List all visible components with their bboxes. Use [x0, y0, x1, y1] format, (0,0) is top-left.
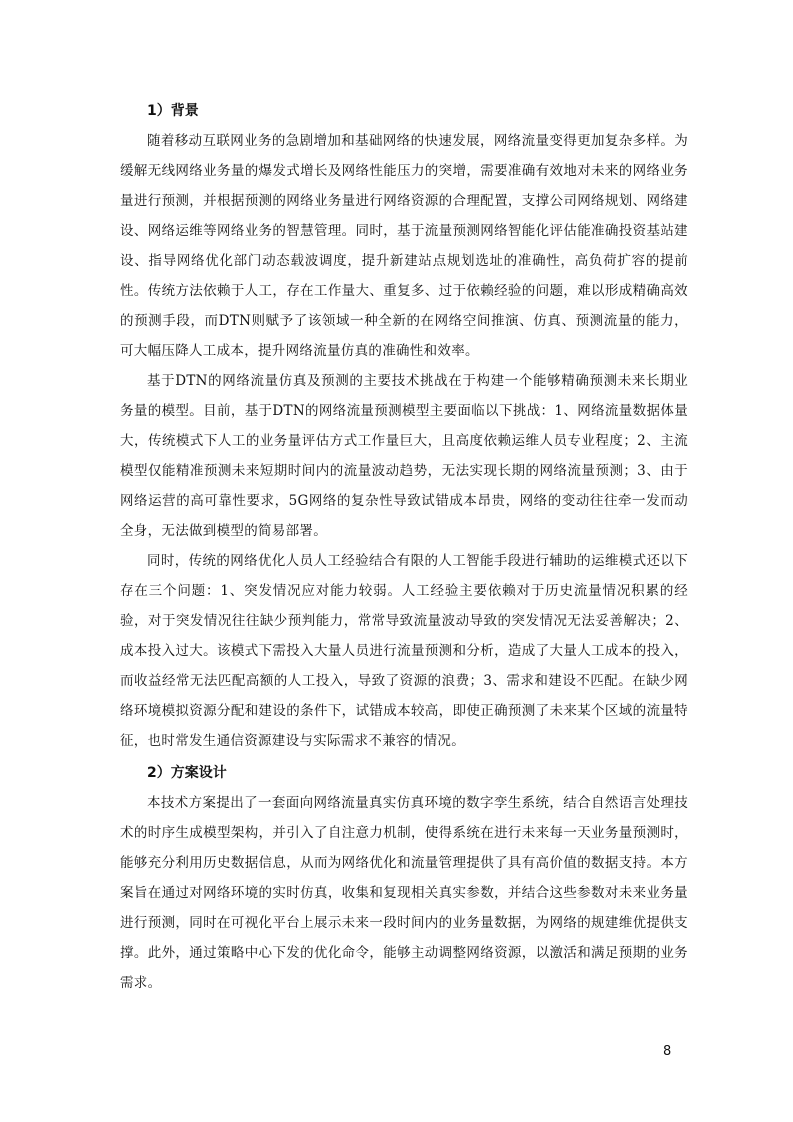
paragraph-background-1: 随着移动互联网业务的急剧增加和基础网络的快速发展，网络流量变得更加复杂多样。为缓解无线网络业务量的爆发式增长及网络性能压力的突增，需要准确有效地对未来的网络业务量进行预测，并根据预测的网络业务量进行网络资源的合理配置，支撑公司网络规划、网络建设、网络运维等网络业务的智慧管理。同时，基于流量预测网络智能化评估能准确投资基站建设、指导网络优化部门动态载波调度，提升新建站点规划选址的准确性，高负荷扩容的提前性。传统方法依赖于人工，存在工作量大、重复多、过于依赖经验的问题，难以形成精确高效的预测手段，而DTN则赋予了该领域一种全新的在网络空间推演、仿真、预测流量的能力，可大幅压降人工成本，提升网络流量仿真的准确性和效率。 — [120, 133, 688, 359]
page-number: 8 — [663, 1044, 672, 1059]
page-content — [120, 96, 688, 998]
section-heading-design: 2）方案设计 — [147, 765, 227, 781]
paragraph-design-1: 本技术方案提出了一套面向网络流量真实仿真环境的数字孪生系统，结合自然语言处理技术的时序生成模型架构，并引入了自注意力机制，使得系统在进行未来每一天业务量预测时，能够充分利用历史数据信息，从而为网络优化和流量管理提供了具有高价值的数据支持。本方案旨在通过对网络环境的实时仿真，收集和复现相关真实参数，并结合这些参数对未来业务量进行预测，同时在可视化平台上展示未来一段时间内的业务量数据，为网络的规建维优提供支撑。此外，通过策略中心下发的优化命令，能够主动调整网络资源，以激活和满足预期的业务需求。 — [120, 795, 688, 991]
paragraph-background-3: 同时，传统的网络优化人员人工经验结合有限的人工智能手段进行辅助的运维模式还以下存在三个问题：1、突发情况应对能力较弱。人工经验主要依赖对于历史流量情况积累的经验，对于突发情况往往缺少预判能力，常常导致流量波动导致的突发情况无法妥善解决；2、成本投入过大。该模式下需投入大量人员进行流量预测和分析，造成了大量人工成本的投入，而收益经常无法匹配高额的人工投入，导致了资源的浪费；3、需求和建设不匹配。在缺少网络环境模拟资源分配和建设的条件下，试错成本较高，即使正确预测了未来某个区域的流量特征，也时常发生通信资源建设与实际需求不兼容的情况。 — [120, 553, 688, 749]
paragraph-background-2: 基于DTN的网络流量仿真及预测的主要技术挑战在于构建一个能够精确预测未来长期业务量的模型。目前，基于DTN的网络流量预测模型主要面临以下挑战：1、网络流量数据体量大，传统模式下人工的业务量评估方式工作量巨大，且高度依赖运维人员专业程度；2、主流模型仅能精准预测未来短期时间内的流量波动趋势，无法实现长期的网络流量预测；3、由于网络运营的高可靠性要求，5G网络的复杂性导致试错成本昂贵，网络的变动往往牵一发而动全身，无法做到模型的简易部署。 — [120, 373, 688, 539]
section-heading-background: 1）背景 — [147, 103, 199, 119]
